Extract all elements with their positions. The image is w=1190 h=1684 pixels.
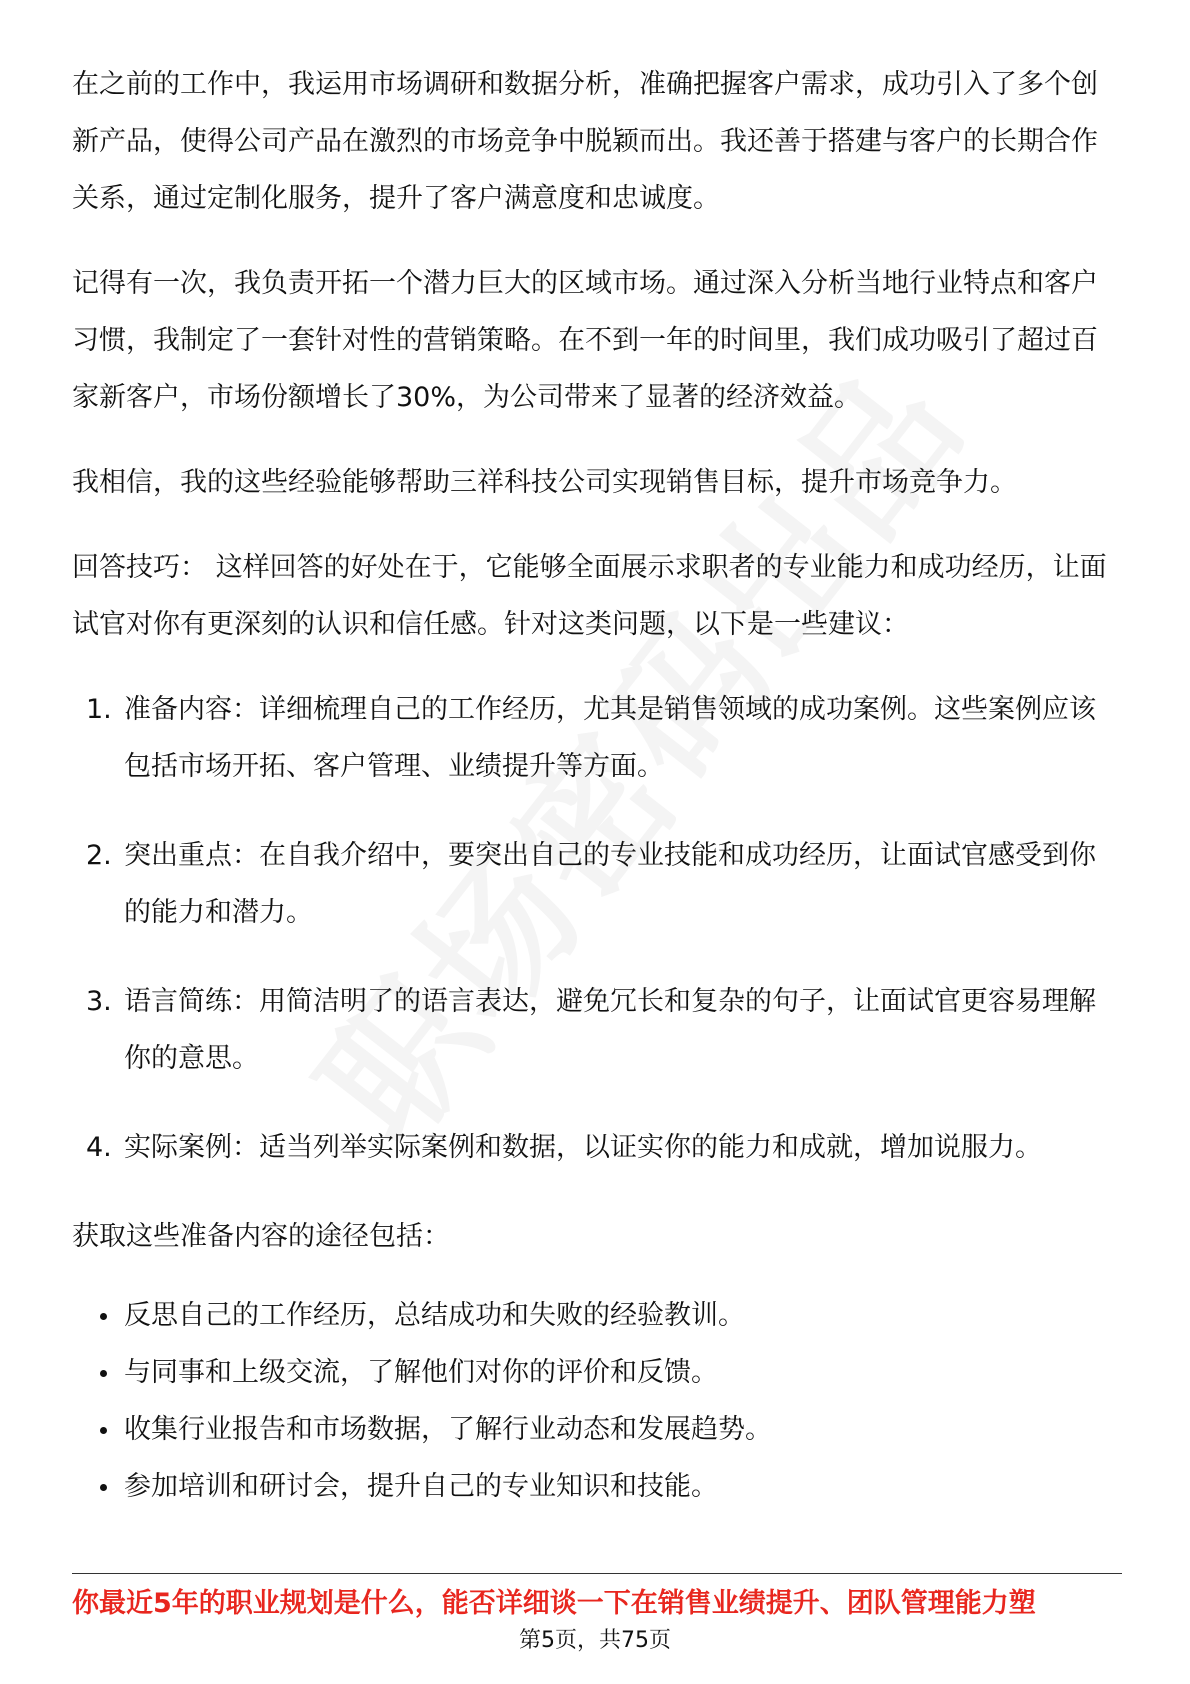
way-text: 反思自己的工作经历，总结成功和失败的经验教训。 [124,1300,745,1331]
way-text: 与同事和上级交流，了解他们对你的评价和反馈。 [124,1357,718,1388]
page-number: 第5页，共75页 [519,1628,671,1653]
paragraph-conclusion: 我相信，我的这些经验能够帮助三祥科技公司实现销售目标，提升市场竞争力。 [72,467,1017,498]
tip-text: 突出重点：在自我介绍中，要突出自己的专业技能和成功经历，让面试官感受到你的能力和潜力。 [124,840,1096,928]
main-content [72,56,1122,1515]
tips-list-item [72,681,1122,795]
bullet-icon [100,1484,107,1491]
ways-list [72,1287,1122,1515]
tips-list [72,681,1122,1176]
ways-list-item [72,1458,1122,1515]
tip-text: 实际案例：适当列举实际案例和数据，以证实你的能力和成就，增加说服力。 [124,1132,1042,1163]
list-number: 3. [86,986,112,1017]
tips-list-item [72,1119,1122,1176]
way-text: 参加培训和研讨会，提升自己的专业知识和技能。 [124,1471,718,1502]
way-text: 收集行业报告和市场数据，了解行业动态和发展趋势。 [124,1414,772,1445]
list-number: 1. [86,694,112,725]
tip-text: 准备内容：详细梳理自己的工作经历，尤其是销售领域的成功案例。这些案例应该包括市场开拓、客户管理、业绩提升等方面。 [124,694,1096,782]
paragraph-experience: 在之前的工作中，我运用市场调研和数据分析，准确把握客户需求，成功引入了多个创新产品，使得公司产品在激烈的市场竞争中脱颖而出。我还善于搭建与客户的长期合作关系，通过定制化服务，提升了客户满意度和忠诚度。 [72,69,1098,214]
ways-list-item [72,1287,1122,1344]
bullet-icon [100,1427,107,1434]
list-number: 2. [86,840,112,871]
list-number: 4. [86,1132,112,1163]
divider [72,1573,1122,1574]
tips-list-item [72,827,1122,941]
paragraph-ways-intro: 获取这些准备内容的途径包括： [72,1221,450,1252]
bullet-icon [100,1370,107,1377]
paragraph-tips-intro: 回答技巧： 这样回答的好处在于，它能够全面展示求职者的专业能力和成功经历，让面试官对你有更深刻的认识和信任感。针对这类问题，以下是一些建议： [72,552,1107,640]
ways-list-item [72,1401,1122,1458]
tips-list-item [72,973,1122,1087]
paragraph-example: 记得有一次，我负责开拓一个潜力巨大的区域市场。通过深入分析当地行业特点和客户习惯，我制定了一套针对性的营销策略。在不到一年的时间里，我们成功吸引了超过百家新客户，市场份额增长了30%，为公司带来了显著的经济效益。 [72,268,1098,413]
next-question-heading: 你最近5年的职业规划是什么，能否详细谈一下在销售业绩提升、团队管理能力塑 [72,1588,1036,1619]
tip-text: 语言简练：用简洁明了的语言表达，避免冗长和复杂的句子，让面试官更容易理解你的意思。 [124,986,1096,1074]
bullet-icon [100,1313,107,1320]
ways-list-item [72,1344,1122,1401]
